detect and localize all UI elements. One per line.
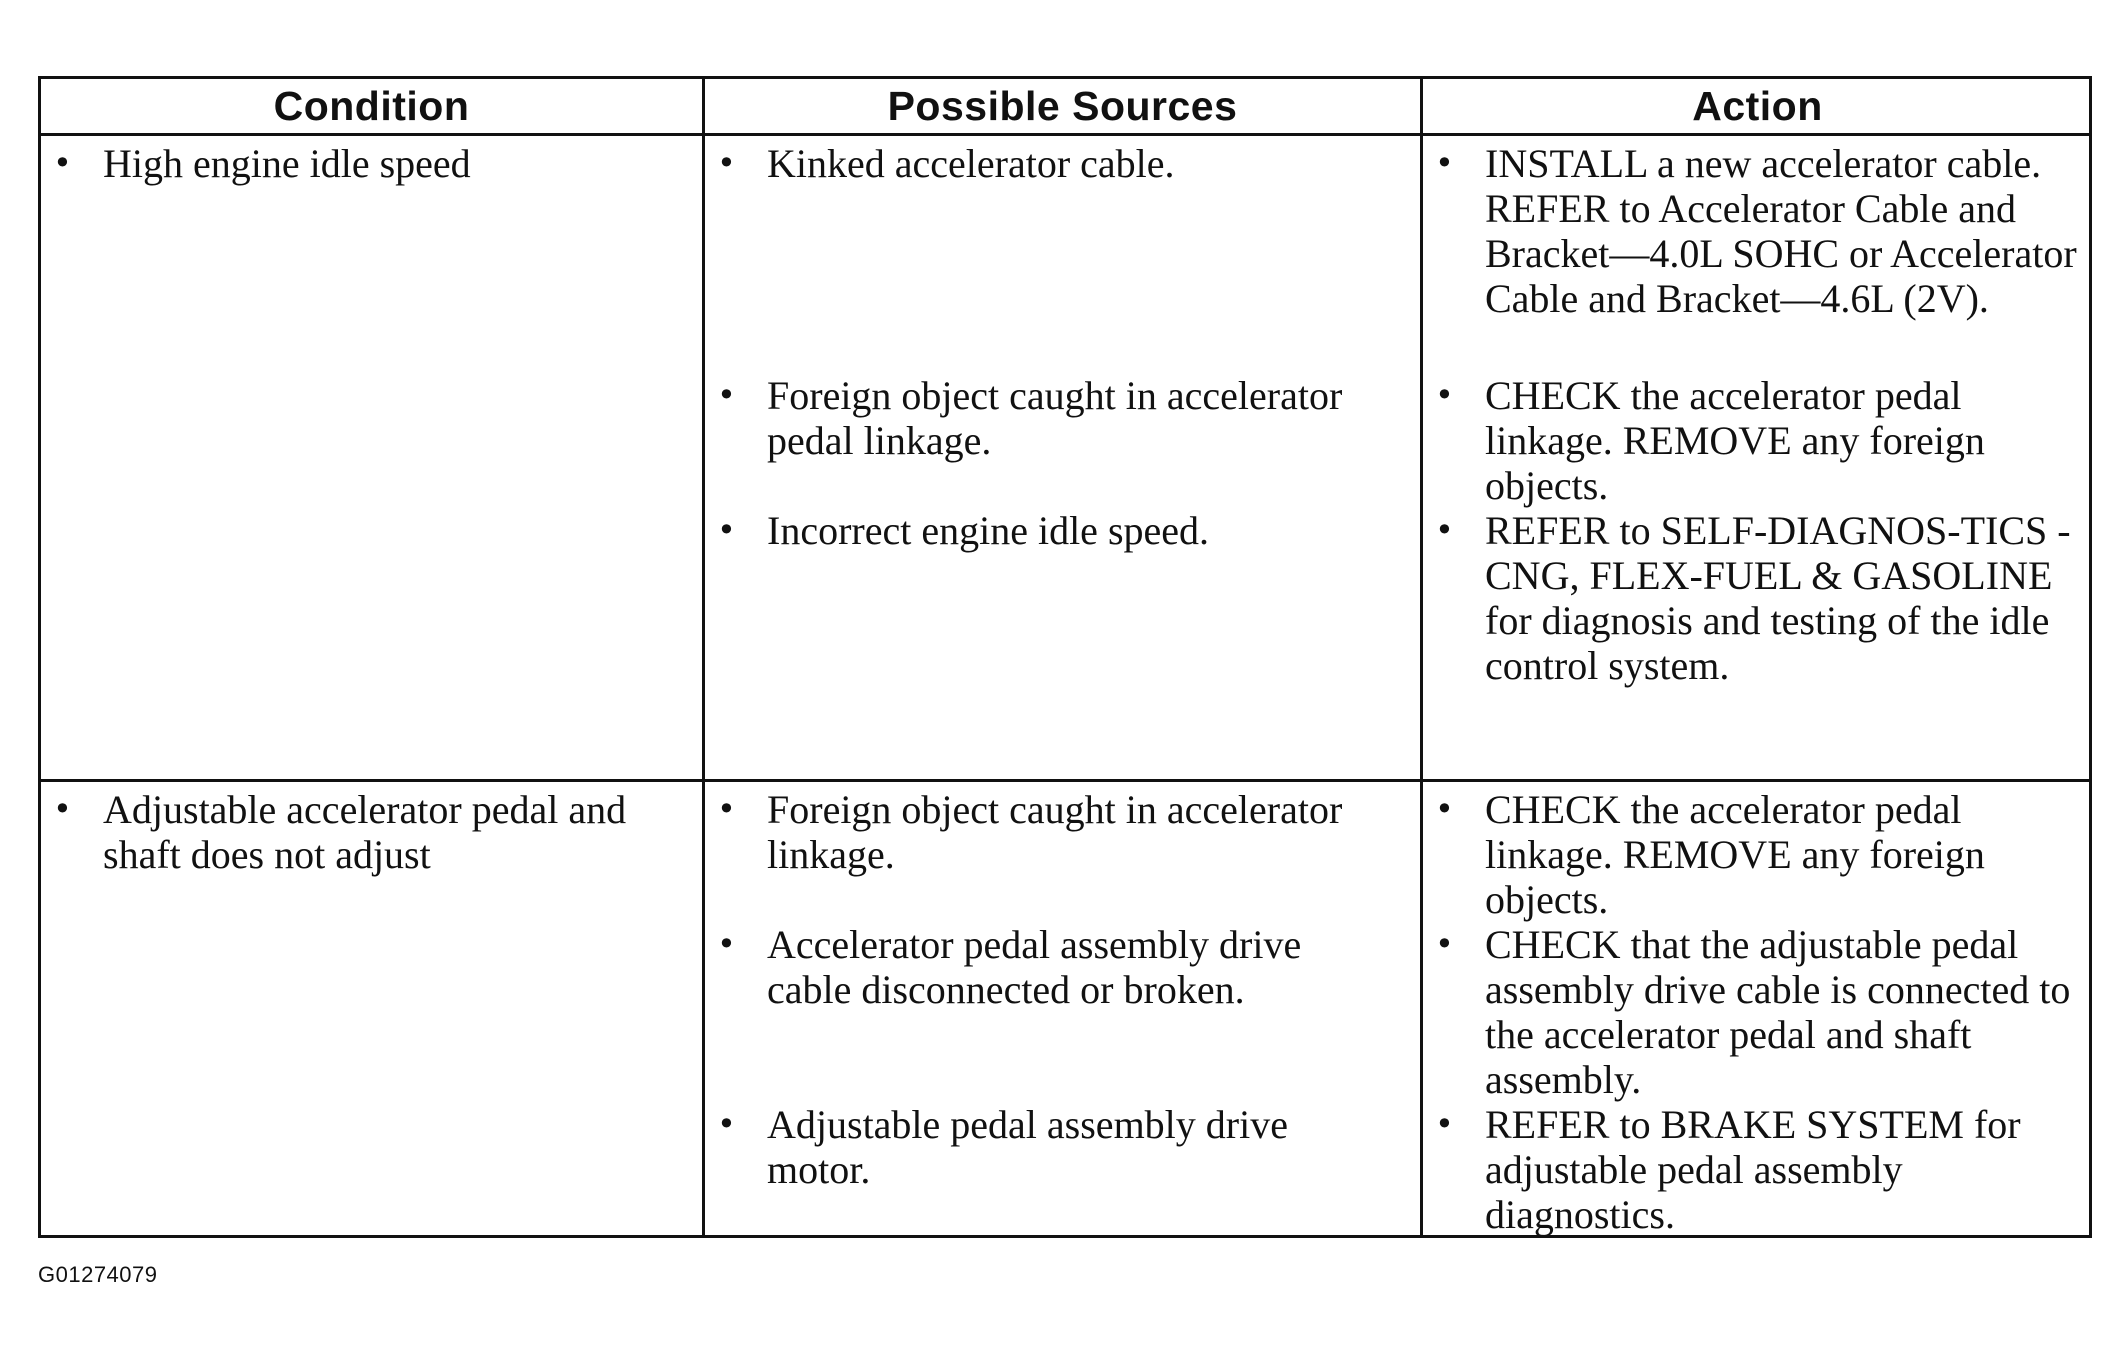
source-text: Adjustable pedal assembly drive motor. bbox=[767, 1102, 1288, 1192]
bullet-icon: • bbox=[53, 790, 72, 828]
row1-condition-cell bbox=[41, 141, 681, 186]
header-action: Action bbox=[1692, 82, 1823, 129]
list-item bbox=[41, 787, 683, 877]
bullet-icon: • bbox=[53, 144, 72, 182]
header-condition: Condition bbox=[273, 82, 470, 129]
source-text: Accelerator pedal assembly drive cable disconnected or broken. bbox=[767, 922, 1302, 1012]
action-text: REFER to BRAKE SYSTEM for adjustable pedal assembly diagnostics. bbox=[1485, 1102, 2021, 1237]
diagnostic-table bbox=[38, 76, 2092, 1238]
list-item bbox=[705, 787, 1367, 877]
bullet-icon: • bbox=[1435, 790, 1454, 828]
bullet-icon: • bbox=[1435, 144, 1454, 182]
source-text: Foreign object caught in accelerator linkage. bbox=[767, 787, 1343, 877]
source-text: Incorrect engine idle speed. bbox=[767, 508, 1210, 553]
list-item bbox=[41, 141, 681, 186]
action-text: INSTALL a new accelerator cable. REFER to Accelerator Cable and Bracket—4.0L SOHC or Accelerator Cable and Bracket—4.6L (2V). bbox=[1485, 141, 2077, 321]
bullet-icon: • bbox=[717, 511, 736, 549]
action-text: CHECK the accelerator pedal linkage. REMOVE any foreign objects. bbox=[1485, 373, 1985, 508]
list-item bbox=[1423, 141, 2083, 321]
action-text: CHECK the accelerator pedal linkage. REMOVE any foreign objects. bbox=[1485, 787, 1985, 922]
column-divider bbox=[702, 79, 705, 1235]
list-item bbox=[705, 373, 1387, 463]
row-divider bbox=[41, 779, 2089, 782]
list-item bbox=[705, 1102, 1327, 1192]
bullet-icon: • bbox=[1435, 1105, 1454, 1143]
action-text: REFER to SELF-DIAGNOS-TICS - CNG, FLEX-FUEL & GASOLINE for diagnosis and testing of the idle control system. bbox=[1485, 508, 2071, 688]
list-item bbox=[1423, 1102, 2083, 1237]
bullet-icon: • bbox=[717, 790, 736, 828]
list-item bbox=[1423, 787, 2083, 922]
row2-condition-cell bbox=[41, 787, 681, 877]
action-text: CHECK that the adjustable pedal assembly drive cable is connected to the accelerator pedal and shaft assembly. bbox=[1485, 922, 2071, 1102]
bullet-icon: • bbox=[1435, 511, 1454, 549]
figure-id: G01274079 bbox=[38, 1262, 158, 1287]
header-divider bbox=[41, 133, 2089, 136]
list-item bbox=[705, 922, 1327, 1012]
bullet-icon: • bbox=[717, 376, 736, 414]
list-item bbox=[1423, 373, 2083, 508]
bullet-icon: • bbox=[1435, 925, 1454, 963]
bullet-icon: • bbox=[717, 925, 736, 963]
condition-text: Adjustable accelerator pedal and shaft does not adjust bbox=[103, 787, 627, 877]
condition-text: High engine idle speed bbox=[103, 141, 471, 186]
source-text: Foreign object caught in accelerator pedal linkage. bbox=[767, 373, 1343, 463]
list-item bbox=[1423, 508, 2083, 688]
bullet-icon: • bbox=[717, 144, 736, 182]
list-item bbox=[705, 508, 1387, 553]
list-item bbox=[705, 141, 1387, 186]
bullet-icon: • bbox=[1435, 376, 1454, 414]
bullet-icon: • bbox=[717, 1105, 736, 1143]
header-possible-sources: Possible Sources bbox=[887, 82, 1238, 129]
source-text: Kinked accelerator cable. bbox=[767, 141, 1175, 186]
list-item bbox=[1423, 922, 2083, 1102]
